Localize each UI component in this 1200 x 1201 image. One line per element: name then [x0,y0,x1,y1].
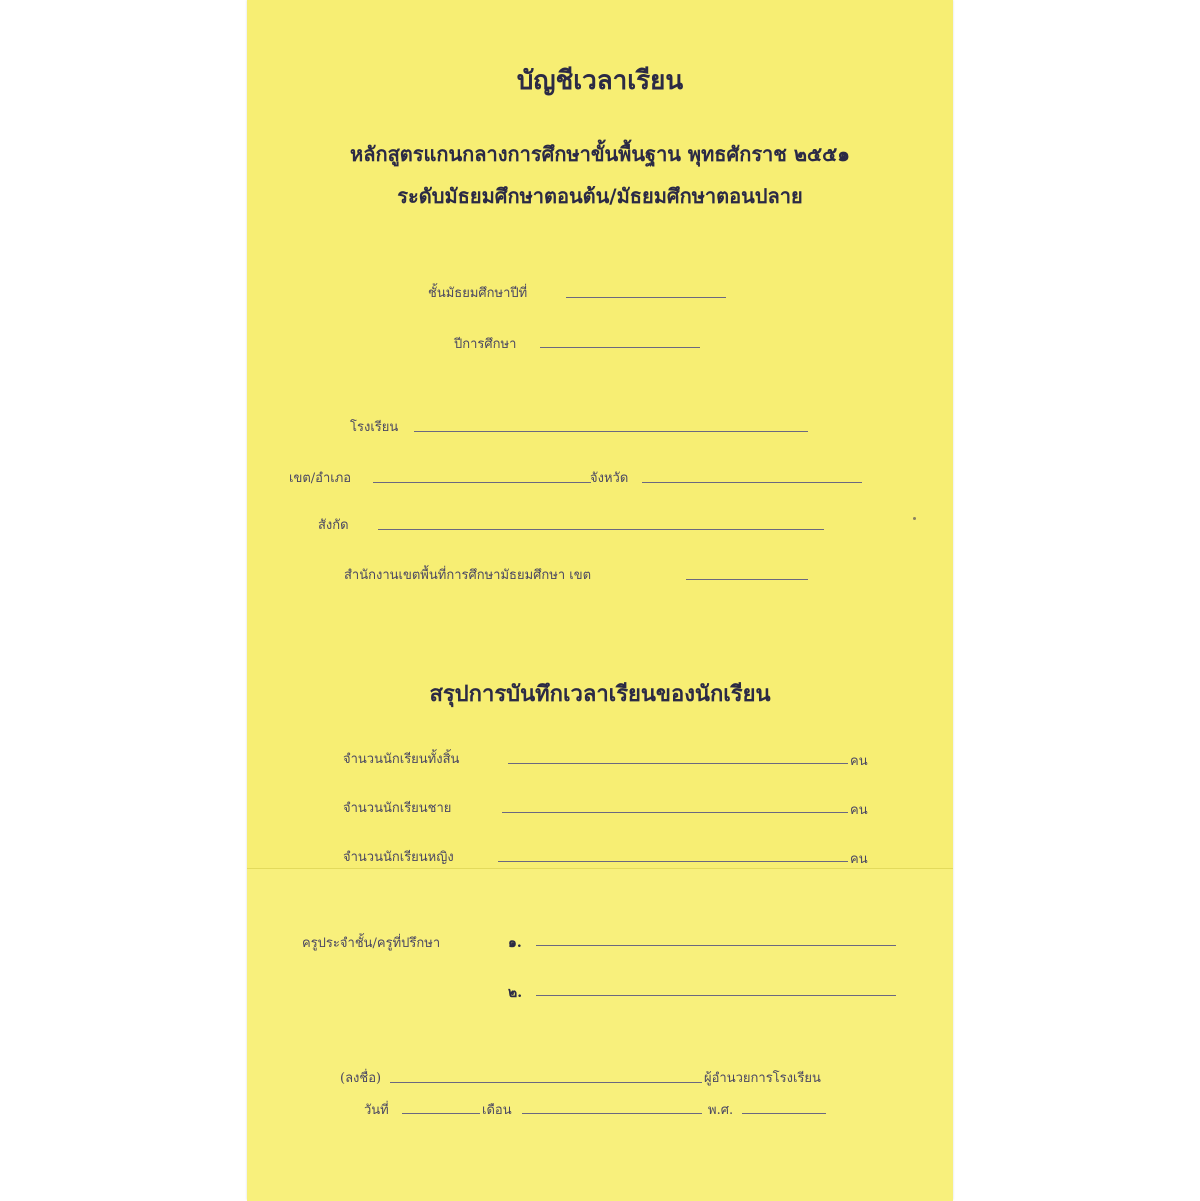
area-office-field[interactable] [686,579,808,580]
affiliation-field[interactable] [378,529,824,530]
province-field[interactable] [642,482,862,483]
teacher-label: ครูประจำชั้น/ครูที่ปรึกษา [302,936,441,951]
document-title: บัญชีเวลาเรียน [516,66,684,96]
female-unit: คน [850,852,868,867]
grade-year-field[interactable] [566,297,726,298]
province-label: จังหวัด [590,471,629,486]
area-office-label: สำนักงานเขตพื้นที่การศึกษามัธยมศึกษา เขต [344,568,592,583]
academic-year-field[interactable] [540,347,700,348]
male-students-field[interactable] [502,812,848,813]
academic-year-label: ปีการศึกษา [454,337,517,352]
teacher-1-field[interactable] [536,945,896,946]
paper-speck [913,517,916,520]
date-label: วันที่ [364,1103,389,1118]
female-students-label: จำนวนนักเรียนหญิง [343,850,454,865]
curriculum-heading: หลักสูตรแกนกลางการศึกษาขั้นพื้นฐาน พุทธศักราช ๒๕๕๑ [350,142,850,166]
affiliation-label: สังกัด [318,518,349,533]
month-field[interactable] [522,1113,702,1114]
date-field[interactable] [402,1113,480,1114]
summary-heading: สรุปการบันทึกเวลาเรียนของนักเรียน [429,681,771,707]
school-field[interactable] [414,431,808,432]
male-unit: คน [850,803,868,818]
total-students-field[interactable] [508,763,848,764]
level-heading: ระดับมัธยมศึกษาตอนต้น/มัธยมศึกษาตอนปลาย [397,184,803,208]
teacher-number-2: ๒. [508,985,523,1001]
month-label: เดือน [482,1103,512,1118]
district-field[interactable] [373,482,591,483]
teacher-2-field[interactable] [536,995,896,996]
signature-label: (ลงชื่อ) [340,1071,382,1086]
year-field[interactable] [742,1113,826,1114]
total-unit: คน [850,754,868,769]
paper-lower-section [247,868,953,1201]
school-label: โรงเรียน [350,420,399,435]
teacher-number-1: ๑. [508,935,522,951]
signature-field[interactable] [390,1082,702,1083]
district-label: เขต/อำเภอ [289,471,352,486]
director-title: ผู้อำนวยการโรงเรียน [704,1071,821,1086]
female-students-field[interactable] [498,861,848,862]
grade-year-label: ชั้นมัธยมศึกษาปีที่ [428,286,528,301]
year-label: พ.ศ. [708,1103,734,1118]
male-students-label: จำนวนนักเรียนชาย [343,801,452,816]
total-students-label: จำนวนนักเรียนทั้งสิ้น [343,752,460,767]
